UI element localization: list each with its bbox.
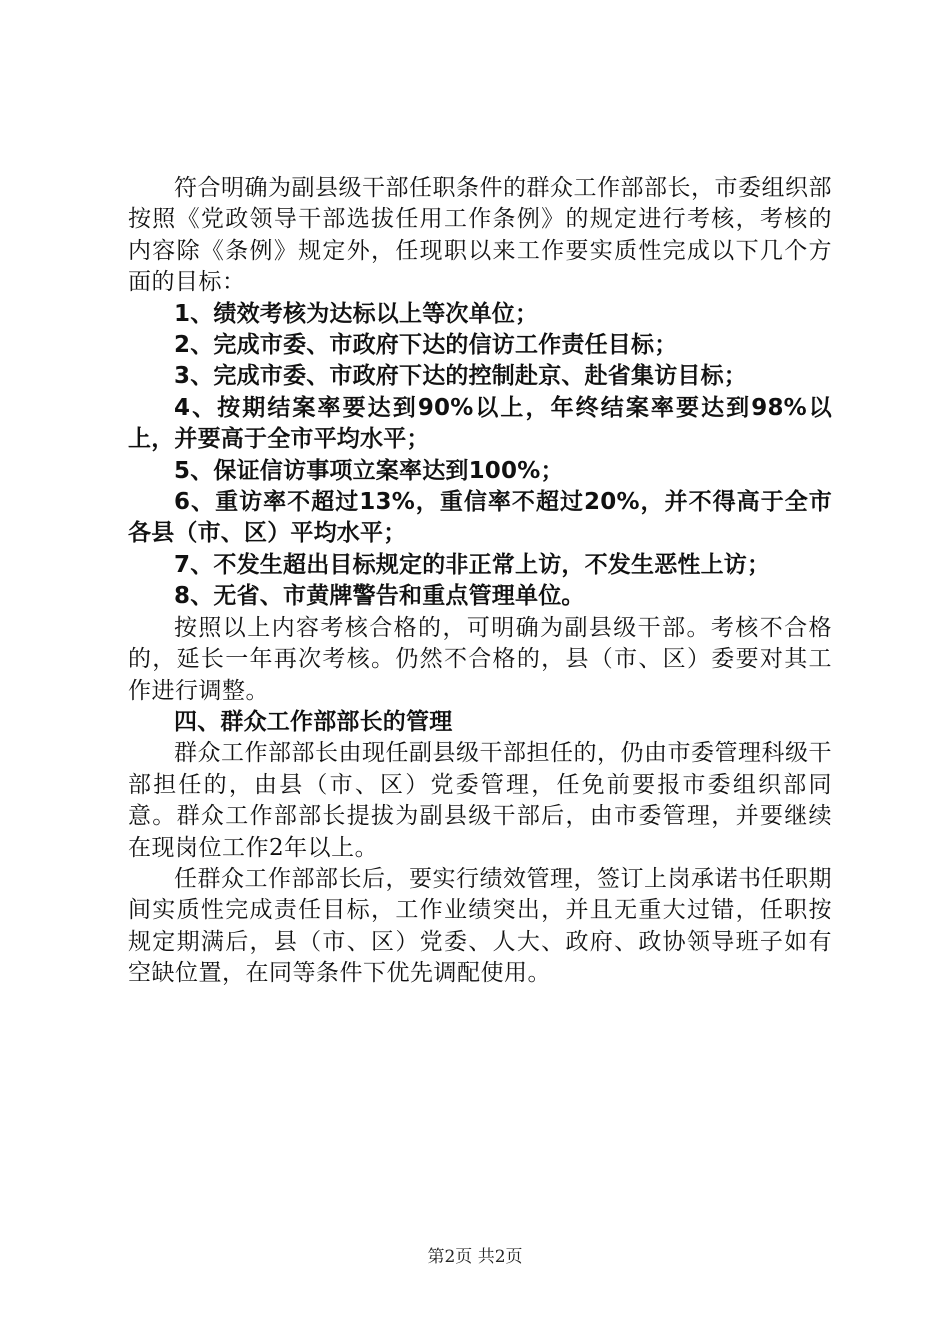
intro-paragraph: 符合明确为副县级干部任职条件的群众工作部部长，市委组织部按照《党政领导干部选拔任用工作条例》的规定进行考核，考核的内容除《条例》规定外，任现职以来工作要实质性完成以下几个方面的目标： xyxy=(128,175,832,296)
document-body xyxy=(128,173,832,990)
assessment-paragraph: 按照以上内容考核合格的，可明确为副县级干部。考核不合格的，延长一年再次考核。仍然不合格的，县（市、区）委要对其工作进行调整。 xyxy=(128,614,832,704)
page-number-footer: 第2页 共2页 xyxy=(427,1247,523,1267)
target-item-6: 6、重访率不超过13%，重信率不超过20%，并不得高于全市各县（市、区）平均水平； xyxy=(128,489,832,547)
section-heading-management: 四、群众工作部部长的管理 xyxy=(174,708,453,735)
target-item-5: 5、保证信访事项立案率达到100%； xyxy=(174,457,564,484)
target-item-4: 4、按期结案率要达到90%以上，年终结案率要达到98%以上，并要高于全市平均水平； xyxy=(128,394,832,453)
management-paragraph-1: 群众工作部部长由现任副县级干部担任的，仍由市委管理科级干部担任的，由县（市、区）党委管理，任免前要报市委组织部同意。群众工作部部长提拔为副县级干部后，由市委管理，并要继续在现岗位工作2年以上。 xyxy=(128,740,832,861)
target-item-3: 3、完成市委、市政府下达的控制赴京、赴省集访目标； xyxy=(174,363,748,390)
target-item-2: 2、完成市委、市政府下达的信访工作责任目标； xyxy=(174,332,678,359)
target-item-7: 7、不发生超出目标规定的非正常上访，不发生恶性上访； xyxy=(174,551,771,578)
management-paragraph-2: 任群众工作部部长后，要实行绩效管理，签订上岗承诺书任职期间实质性完成责任目标，工作业绩突出，并且无重大过错，任职按规定期满后，县（市、区）党委、人大、政府、政协领导班子如有空缺位置，在同等条件下优先调配使用。 xyxy=(128,865,832,987)
target-item-1: 1、绩效考核为达标以上等次单位； xyxy=(174,300,539,327)
target-item-8: 8、无省、市黄牌警告和重点管理单位。 xyxy=(174,583,585,610)
